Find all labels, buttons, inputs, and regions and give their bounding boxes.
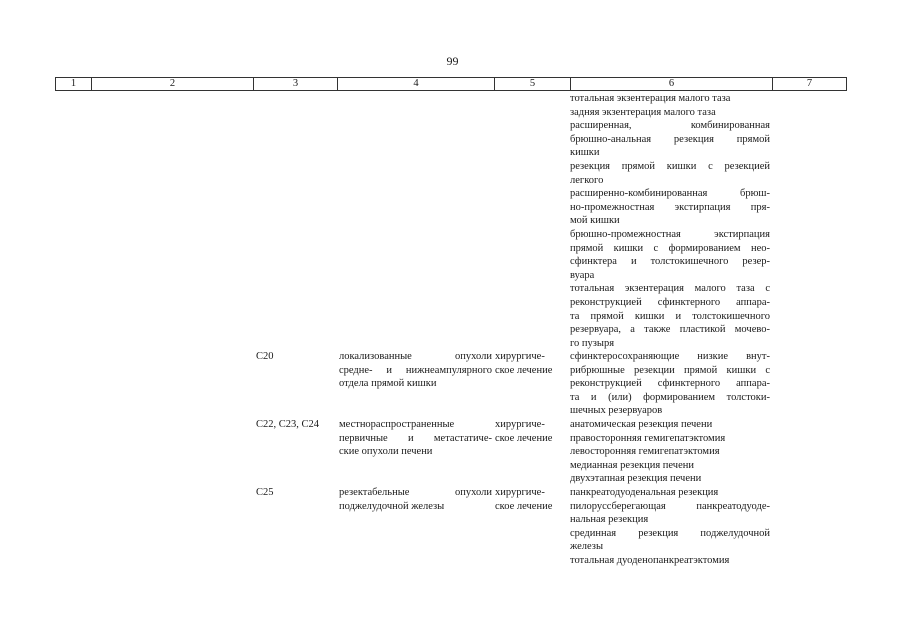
text-line: ское лечение [495, 500, 553, 512]
row-methods [570, 486, 770, 568]
text-line: легкого [570, 174, 604, 186]
row-diagnosis [339, 350, 492, 391]
row-code: C20 [256, 351, 274, 362]
header-col-6: 6 [570, 78, 772, 90]
text-line: тотальная дуоденопанкреатэктомия [570, 554, 730, 566]
text-line: рибрюшные резекции прямой кишки с [570, 364, 770, 376]
text-line: правосторонняя гемигепатэктомия [570, 432, 726, 444]
text-line: панкреатодуоденальная резекция [570, 487, 719, 498]
row-diagnosis [339, 418, 492, 459]
header-col-2: 2 [91, 78, 253, 90]
text-line: брюшно-анальная резекция прямой [570, 133, 770, 145]
header-col-1: 1 [55, 78, 91, 90]
text-line: средне- и нижнеампулярного [339, 364, 492, 376]
text-line: задняя экзентерация малого таза [570, 106, 716, 118]
text-line: ское лечение [495, 432, 553, 444]
text-line: левосторонняя гемигепатэктомия [570, 446, 720, 458]
row-diagnosis [339, 486, 492, 513]
text-line: местнораспространенные [339, 419, 455, 430]
text-line: вуара [570, 269, 595, 281]
text-line: сфинктера и толстокишечного резер- [570, 256, 770, 268]
text-line: та прямой кишки и толстокишечного [570, 310, 770, 322]
page-number: 99 [446, 54, 459, 68]
row-treatment [495, 418, 569, 445]
text-line: ские опухоли печени [339, 446, 433, 458]
text-line: двухэтапная резекция печени [570, 473, 702, 485]
row-treatment [495, 486, 569, 513]
text-line: медианная резекция печени [570, 459, 694, 471]
row-methods [570, 350, 770, 418]
text-line: брюшно-промежностная экстирпация [570, 228, 770, 240]
text-line: первичные и метастатиче- [339, 432, 492, 444]
row-code: C22, C23, C24 [256, 419, 320, 430]
text-line: реконструкцией сфинктерного аппара- [570, 296, 770, 308]
table-header [55, 77, 847, 91]
row-treatment [495, 350, 569, 377]
text-line: расширенная, комбинированная [570, 120, 770, 132]
header-col-5: 5 [494, 78, 570, 90]
text-line: тотальная экзентерация малого таза [570, 93, 731, 104]
text-line: но-промежностная экстирпация пря- [570, 201, 770, 213]
text-line: локализованные опухоли [339, 351, 492, 362]
text-line: ское лечение [495, 364, 553, 376]
text-line: тотальная экзентерация малого таза с [570, 283, 770, 295]
text-line: резервуара, а также пластикой мочево- [570, 324, 770, 336]
text-line: хирургиче- [495, 351, 545, 362]
text-line: го пузыря [570, 337, 615, 349]
text-line: отдела прямой кишки [339, 378, 437, 390]
row-code: C25 [256, 487, 274, 498]
text-line: железы [570, 541, 604, 553]
text-line: поджелудочной железы [339, 500, 445, 512]
text-line: та и (или) формированием толстоки- [570, 391, 770, 403]
text-line: мой кишки [570, 215, 620, 227]
text-line: анатомическая резекция печени [570, 419, 713, 430]
text-line: кишки [570, 147, 600, 159]
header-col-4: 4 [337, 78, 494, 90]
row-methods [570, 418, 770, 486]
text-line: реконструкцией сфинктерного аппара- [570, 378, 770, 390]
text-line: сфинктеросохраняющие низкие внут- [570, 351, 770, 362]
header-col-7: 7 [772, 78, 847, 90]
continuation-methods [570, 92, 770, 350]
text-line: резектабельные опухоли [339, 487, 492, 498]
header-col-3: 3 [253, 78, 337, 90]
text-line: пилоруссберегающая панкреатодуоде- [570, 500, 770, 512]
text-line: расширенно-комбинированная брюш- [570, 188, 770, 200]
text-line: прямой кишки с формированием нео- [570, 242, 770, 254]
text-line: резекция прямой кишки с резекцией [570, 160, 770, 172]
text-line: срединная резекция поджелудочной [570, 527, 770, 539]
text-line: нальная резекция [570, 514, 649, 526]
text-line: хирургиче- [495, 419, 545, 430]
text-line: шечных резервуаров [570, 405, 663, 417]
text-line: хирургиче- [495, 487, 545, 498]
